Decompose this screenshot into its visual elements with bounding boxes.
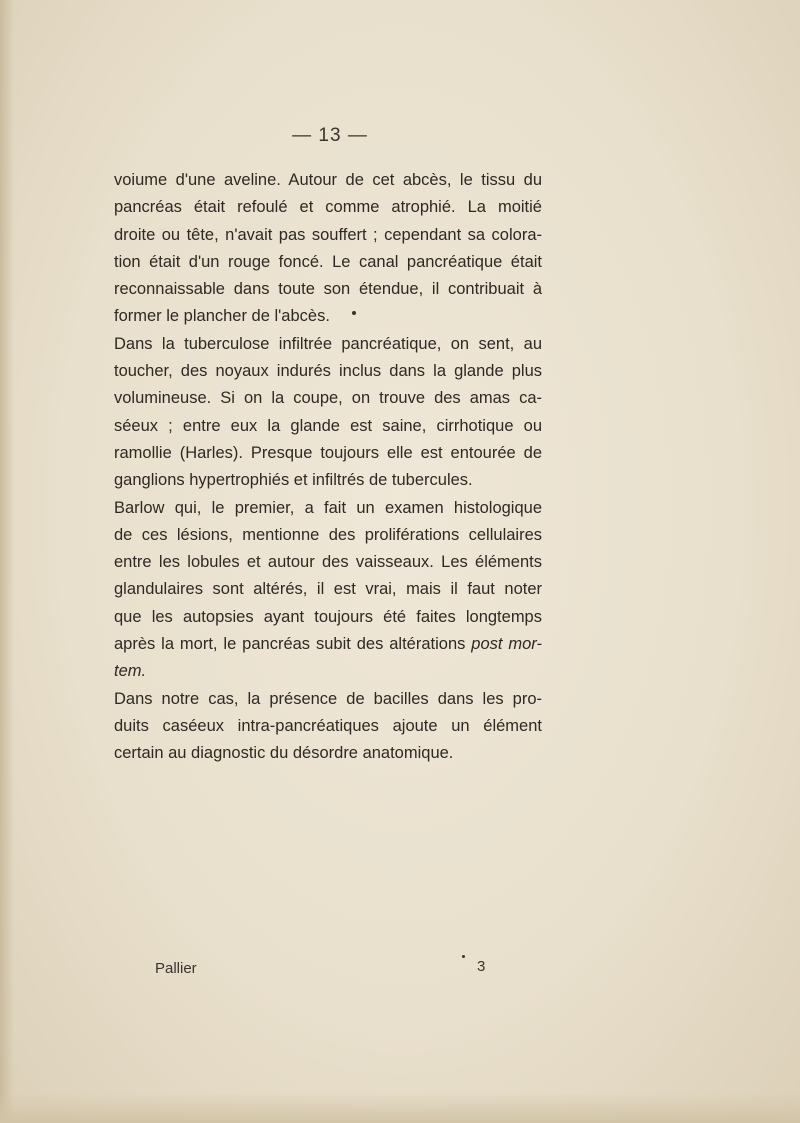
text-line: droite ou tête, n'avait pas souffert ; cependant sa colora- [114, 225, 542, 244]
text-line: ganglions hypertrophiés et infiltrés de tubercules. [114, 471, 473, 490]
text-line: tion était d'un rouge foncé. Le canal pancréatique était [114, 252, 542, 271]
text-line-paragraph-start: Dans notre cas, la présence de bacilles dans les pro- [114, 689, 542, 708]
text-line: entre les lobules et autour des vaisseaux. Les éléments [114, 553, 542, 572]
italic-fragment: tem. [114, 662, 147, 681]
text-line: pancréas était refoulé et comme atrophié. La moitié [114, 198, 542, 217]
text-line-paragraph-start: Barlow qui, le premier, a fait un examen histologique [114, 498, 542, 517]
text-line-content: après la mort, le pancréas subit des altérations [114, 635, 472, 654]
text-line: certain au diagnostic du désordre anatomique. [114, 744, 454, 763]
text-line: duits caséeux intra-pancréatiques ajoute un élément [114, 716, 542, 735]
text-line: volumineuse. Si on la coupe, on trouve des amas ca- [114, 389, 542, 408]
body-text [114, 167, 542, 768]
italic-fragment: post mor- [471, 635, 542, 654]
text-line: glandulaires sont altérés, il est vrai, mais il faut noter [114, 580, 542, 599]
text-line-italic [114, 658, 542, 685]
footer-signature-number: 3 [477, 958, 486, 975]
text-line: de ces lésions, mentionne des proliférations cellulaires [114, 525, 542, 544]
text-line: toucher, des noyaux indurés inclus dans la glande plus [114, 362, 542, 381]
text-line: que les autopsies ayant toujours été faites longtemps [114, 607, 542, 626]
text-line: former le plancher de l'abcès. [114, 307, 330, 326]
page-edge-shadow-bottom [0, 1093, 800, 1123]
text-line: ramollie (Harles). Presque toujours elle est entourée de [114, 443, 542, 462]
text-line: voiume d'une aveline. Autour de cet abcès, le tissu du [114, 171, 542, 189]
text-line-paragraph-start [114, 331, 542, 358]
page-number: — 13 — [292, 125, 368, 146]
page-edge-shadow-left [0, 0, 14, 1123]
text-line: reconnaissable dans toute son étendue, il contribuait à [114, 280, 542, 299]
footer-author: Pallier [155, 960, 197, 977]
text-line: séeux ; entre eux la glande est saine, cirrhotique ou [114, 416, 542, 435]
ink-speck [352, 311, 356, 315]
text-line-with-italic [114, 631, 542, 658]
text-line-content: Dans la tuberculose infiltrée pancréatique, on sent, au [114, 334, 542, 353]
ink-speck [462, 955, 465, 958]
